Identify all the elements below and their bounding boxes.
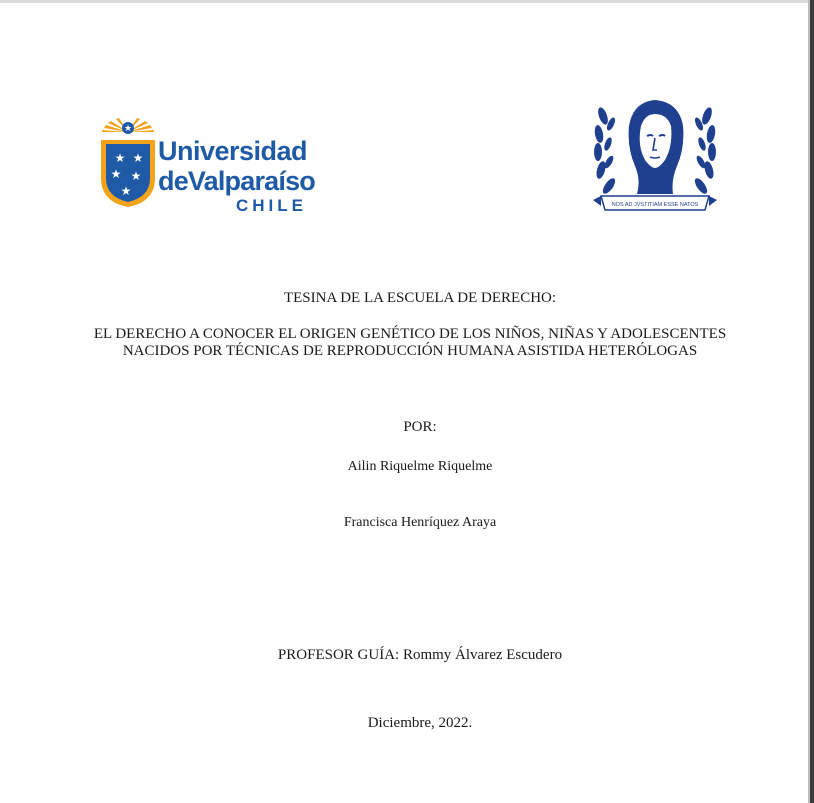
svg-text:★: ★ [123, 124, 133, 134]
emblem-motto: NOS AD JVSTITIAM ESSE NATOS [611, 202, 699, 208]
advisor: PROFESOR GUÍA: Rommy Álvarez Escudero [277, 647, 563, 663]
document-title: EL DERECHO A CONOCER EL ORIGEN GENÉTICO DE LOS NIÑOS, NIÑAS Y ADOLESCENTES NACIDOS POR TÉCNICAS DE REPRODUCCIÓN HUMANA ASISTIDA HETERÓLOGAS [93, 326, 727, 359]
motto-ribbon [593, 196, 717, 210]
svg-text:★: ★ [130, 169, 142, 183]
svg-text:★: ★ [120, 184, 132, 198]
page-top-edge [0, 0, 814, 3]
uv-line-universidad: Universidad [158, 136, 308, 166]
uv-wordmark [158, 136, 315, 216]
svg-text:★: ★ [114, 151, 126, 165]
uv-shield-icon [98, 118, 158, 210]
author-2: Francisca Henríquez Araya [343, 515, 497, 530]
scrollbar-edge [810, 0, 814, 803]
by-label: POR: [403, 419, 437, 435]
author-1: Ailin Riquelme Riquelme [347, 459, 493, 474]
svg-text:★: ★ [110, 167, 122, 181]
svg-text:★: ★ [132, 151, 144, 165]
uv-line-valparaiso: deValparaíso [158, 166, 315, 196]
document-subtitle: TESINA DE LA ESCUELA DE DERECHO: [283, 290, 557, 306]
universidad-valparaiso-logo [98, 118, 315, 218]
uv-line-chile: CHILE [236, 196, 307, 215]
law-school-emblem [589, 96, 721, 228]
document-date: Diciembre, 2022. [367, 715, 473, 731]
